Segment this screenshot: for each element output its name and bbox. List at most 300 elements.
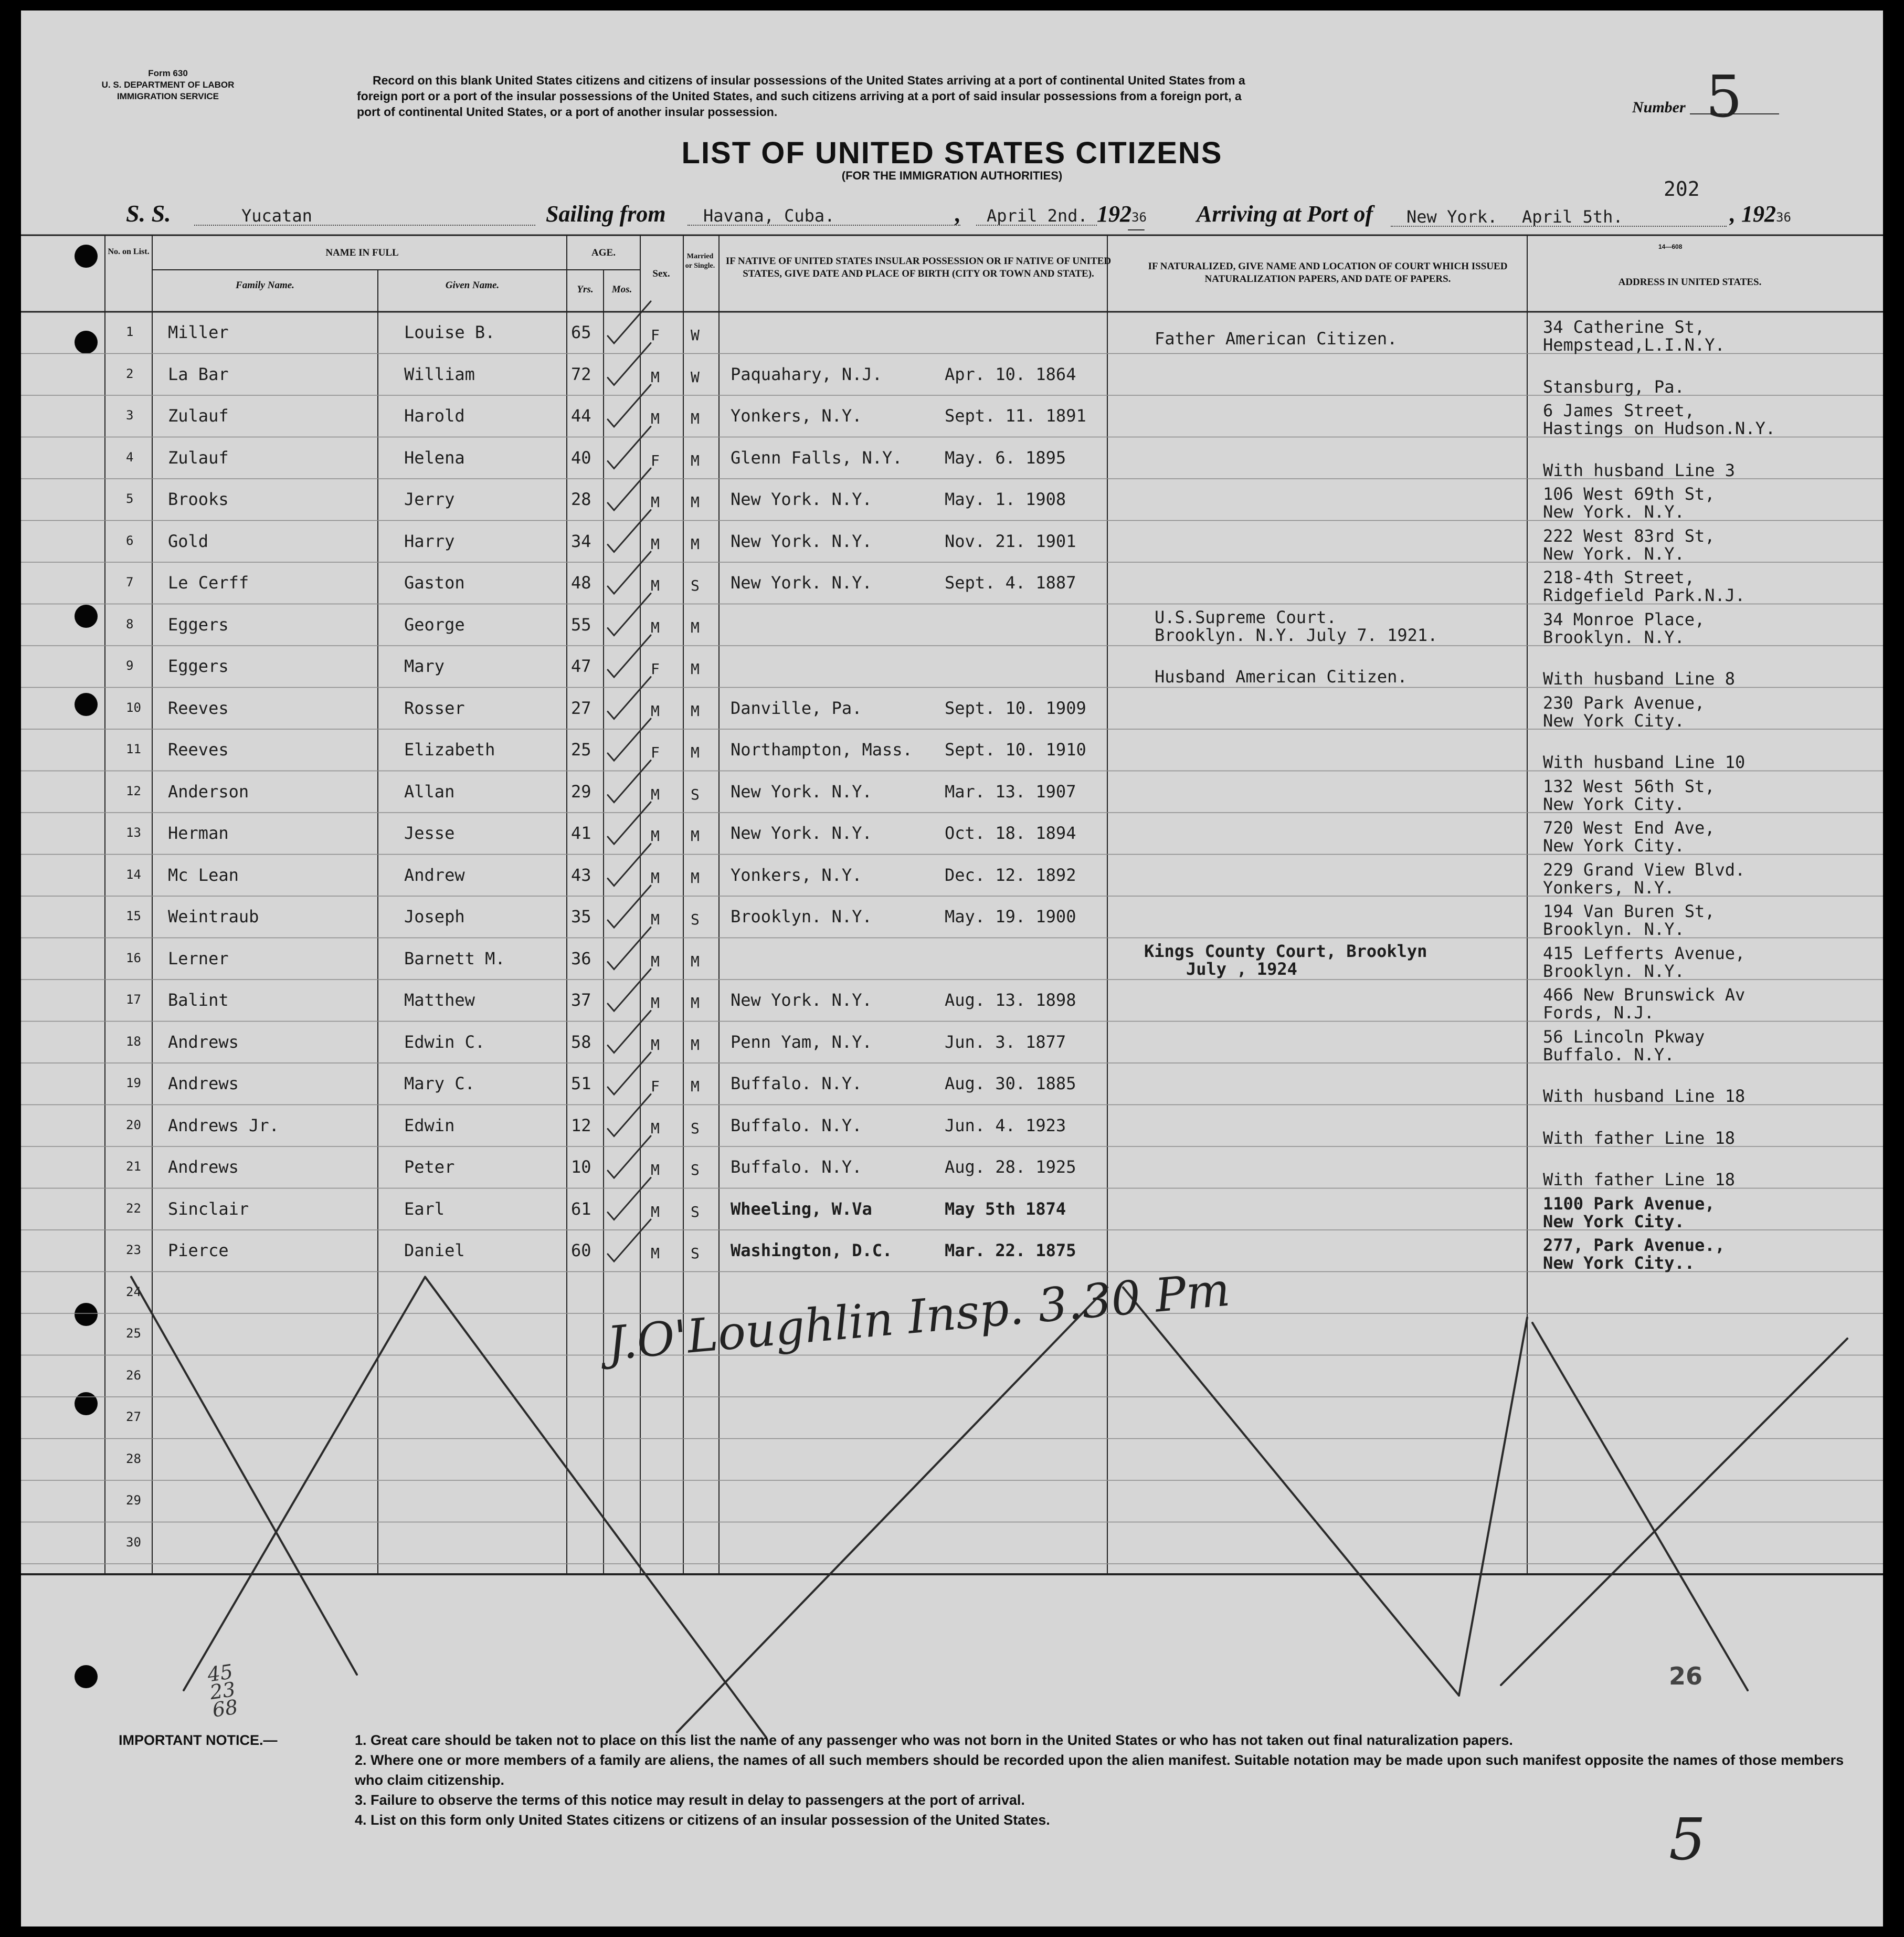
given-name: Earl	[404, 1198, 445, 1219]
family-name: Andrews	[168, 1031, 239, 1052]
tally-note: 45 23 68	[206, 1660, 239, 1722]
birth-date: Aug. 28. 1925	[945, 1157, 1076, 1177]
age-years: 58	[571, 1031, 591, 1052]
birth-date: Apr. 10. 1864	[945, 364, 1076, 384]
sex: M	[651, 577, 660, 594]
marital-status: M	[691, 535, 700, 553]
ink-overlay	[21, 10, 1883, 1927]
given-name: Mary C.	[404, 1073, 475, 1093]
family-name: Herman	[168, 823, 229, 843]
sex: M	[651, 1245, 660, 1262]
address-line-1: With husband Line 18	[1543, 1086, 1746, 1106]
address-line-1: 277, Park Avenue.,	[1543, 1235, 1725, 1255]
check-mark	[608, 886, 651, 928]
address-line-1: 229 Grand View Blvd.	[1543, 859, 1746, 880]
row-number: 27	[126, 1409, 141, 1424]
address-line-1: 34 Monroe Place,	[1543, 609, 1705, 629]
birth-place: New York. N.Y.	[731, 489, 872, 509]
row-number: 23	[126, 1243, 141, 1257]
address-line-1: With father Line 18	[1543, 1128, 1736, 1148]
given-name: Rosser	[404, 698, 465, 718]
header-given: Given Name.	[445, 280, 500, 291]
row-number: 14	[126, 867, 141, 882]
birth-place: Paquahary, N.J.	[731, 364, 882, 384]
birth-place: New York. N.Y.	[731, 823, 872, 843]
family-name: Pierce	[168, 1240, 229, 1260]
sex: M	[651, 618, 660, 636]
family-name: Zulauf	[168, 447, 229, 468]
sex: F	[651, 660, 660, 678]
row-number: 3	[126, 408, 134, 423]
row-number: 21	[126, 1159, 141, 1174]
age-years: 40	[571, 447, 591, 468]
family-name: Miller	[168, 322, 229, 342]
check-mark	[608, 635, 651, 677]
check-mark	[608, 969, 651, 1011]
check-mark	[608, 719, 651, 761]
check-mark	[608, 1136, 651, 1178]
check-mark	[608, 510, 651, 552]
address-line-2: Hastings on Hudson.N.Y.	[1543, 418, 1776, 438]
address-line-1: 56 Lincoln Pkway	[1543, 1026, 1705, 1047]
check-mark	[608, 677, 651, 719]
notice-item: 2. Where one or more members of a family are aliens, the names of all such members should be recorded upon the alien manifest. Suitable notation may be made upon such manifest opposite the names of those members who claim citizenship.	[355, 1752, 1844, 1788]
address-line-1: With husband Line 8	[1543, 669, 1736, 689]
check-mark	[608, 1178, 651, 1220]
given-name: Mary	[404, 656, 445, 676]
address-line-1: 720 West End Ave,	[1543, 818, 1715, 838]
page-subtitle: (FOR THE IMMIGRATION AUTHORITIES)	[841, 169, 1063, 182]
check-mark	[608, 1052, 651, 1094]
birth-date: Nov. 21. 1901	[945, 531, 1076, 551]
row-number: 9	[126, 658, 134, 673]
birth-place: Buffalo. N.Y.	[731, 1157, 862, 1177]
cross-out-line	[1123, 1288, 1459, 1696]
notice-items	[355, 1730, 1850, 1830]
birth-place: Buffalo. N.Y.	[731, 1115, 862, 1135]
marital-status: M	[691, 952, 700, 970]
year-2: , 19236	[1730, 201, 1791, 227]
given-name: Edwin	[404, 1115, 455, 1135]
print-code: 14—608	[1658, 243, 1683, 250]
sex: M	[651, 952, 660, 970]
department: U. S. DEPARTMENT OF LABOR	[101, 80, 235, 90]
row-number: 13	[126, 825, 141, 840]
header-naturalized: IF NATURALIZED, GIVE NAME AND LOCATION OF COURT WHICH ISSUED NATURALIZATION PAPERS, AND DATE OF PAPERS.	[1148, 261, 1508, 285]
age-years: 55	[571, 614, 591, 635]
address-line-2: Ridgefield Park.N.J.	[1543, 585, 1746, 605]
sex: F	[651, 1078, 660, 1095]
notice-label: IMPORTANT NOTICE.—	[119, 1732, 278, 1748]
row-number: 8	[126, 616, 134, 631]
bottom-mark: 5	[1669, 1806, 1706, 1873]
check-mark	[608, 468, 651, 510]
year-prefix: 192	[1097, 201, 1131, 227]
check-mark	[608, 343, 651, 385]
notice-item: 4. List on this form only United States citizens or citizens of an insular possession of the United States.	[355, 1812, 1050, 1828]
row-number: 17	[126, 992, 141, 1007]
sex: M	[651, 911, 660, 928]
check-mark	[608, 928, 651, 970]
birth-date: Sept. 10. 1910	[945, 740, 1086, 760]
year-suffix: 36	[1131, 210, 1147, 225]
given-name: Helena	[404, 447, 465, 468]
sailing-date: April 2nd.	[987, 206, 1088, 226]
address-line-2: New York. N.Y.	[1543, 543, 1685, 564]
address-line-2: New York City..	[1543, 1253, 1695, 1273]
given-name: Allan	[404, 781, 455, 802]
sex: F	[651, 451, 660, 469]
family-name: Lerner	[168, 948, 229, 969]
age-years: 10	[571, 1157, 591, 1177]
age-years: 51	[571, 1073, 591, 1093]
birth-place: Yonkers, N.Y.	[731, 865, 862, 885]
sex: M	[651, 827, 660, 845]
instruction-line: Record on this blank United States citizens and citizens of insular possessions of the United States arriving at a port of continental United States from a	[373, 73, 1245, 87]
row-number: 24	[126, 1284, 141, 1299]
cross-out-line	[1459, 1318, 1527, 1696]
year-prefix: 192	[1741, 201, 1776, 227]
marital-status: M	[691, 994, 700, 1012]
marital-status: M	[691, 451, 700, 469]
row-number: 19	[126, 1076, 141, 1090]
arriving-date: April 5th.	[1522, 207, 1623, 227]
age-years: 12	[571, 1115, 591, 1135]
birth-date: Dec. 12. 1892	[945, 865, 1076, 885]
given-name: Edwin C.	[404, 1031, 485, 1052]
address-line-2: Fords, N.J.	[1543, 1003, 1654, 1023]
header-birth: IF NATIVE OF UNITED STATES INSULAR POSSESSION OR IF NATIVE OF UNITED STATES, GIVE DATE AND PLACE OF BIRTH (CITY OR TOWN AND STATE).	[725, 256, 1112, 279]
family-name: Brooks	[168, 489, 229, 509]
birth-date: Sept. 4. 1887	[945, 573, 1076, 593]
marital-status: S	[691, 911, 700, 928]
row-number: 10	[126, 700, 141, 715]
header-no: No. on List.	[108, 247, 150, 256]
birth-date: Oct. 18. 1894	[945, 823, 1076, 843]
given-name: Harry	[404, 531, 455, 551]
given-name: Jerry	[404, 489, 455, 509]
naturalization-court-detail: Brooklyn. N.Y. July 7. 1921.	[1155, 625, 1438, 645]
birth-place: Glenn Falls, N.Y.	[731, 447, 903, 468]
cross-out-line	[1532, 1323, 1748, 1690]
address-line-1: 6 James Street,	[1543, 401, 1695, 420]
given-name: Gaston	[404, 573, 465, 593]
arriving-label: Arriving at Port of	[1197, 201, 1373, 227]
marital-status: M	[691, 493, 700, 511]
address-line-1: 222 West 83rd St,	[1543, 525, 1715, 546]
address-line-1: 106 West 69th St,	[1543, 484, 1715, 504]
row-number: 29	[126, 1493, 141, 1508]
birth-place: Wheeling, W.Va	[731, 1198, 872, 1219]
sex: M	[651, 869, 660, 887]
sex: M	[651, 702, 660, 720]
sex: M	[651, 1203, 660, 1220]
birth-date: May. 19. 1900	[945, 907, 1076, 927]
sex: F	[651, 744, 660, 761]
inspector-signature: J.O'Loughlin Insp. 3.30 Pm	[605, 1262, 1232, 1371]
header-name-in-full: NAME IN FULL	[325, 247, 399, 258]
marital-status: M	[691, 827, 700, 845]
age-years: 29	[571, 781, 591, 802]
birth-date: Sept. 11. 1891	[945, 406, 1086, 426]
row-number: 7	[126, 575, 134, 589]
sex: M	[651, 368, 660, 386]
address-line-1: 194 Van Buren St,	[1543, 901, 1715, 921]
sailing-label: Sailing from	[546, 201, 666, 227]
family-name: Andrews Jr.	[168, 1115, 279, 1135]
family-name: Gold	[168, 531, 209, 551]
check-mark	[608, 761, 651, 803]
row-number: 5	[126, 491, 134, 506]
check-mark	[608, 301, 651, 343]
cross-out-line	[131, 1277, 357, 1675]
sex: F	[651, 327, 660, 344]
arriving-port: New York.	[1406, 207, 1498, 227]
page-title: LIST OF UNITED STATES CITIZENS	[681, 136, 1223, 170]
marital-status: S	[691, 577, 700, 594]
row-number: 20	[126, 1117, 141, 1132]
birth-date: Mar. 13. 1907	[945, 781, 1076, 802]
naturalization-court: U.S.Supreme Court.	[1155, 607, 1337, 627]
header-age: AGE.	[591, 247, 616, 258]
birth-date: Aug. 13. 1898	[945, 990, 1076, 1010]
address-line-1: With father Line 18	[1543, 1170, 1736, 1189]
address-line-2: New York City.	[1543, 710, 1685, 731]
marital-status: M	[691, 410, 700, 427]
birth-place: Brooklyn. N.Y.	[731, 907, 872, 927]
address-line-2: New York City.	[1543, 1211, 1685, 1231]
age-years: 43	[571, 865, 591, 885]
age-years: 36	[571, 948, 591, 969]
birth-place: New York. N.Y.	[731, 531, 872, 551]
row-number: 4	[126, 449, 134, 465]
address-line-2: Buffalo. N.Y.	[1543, 1044, 1675, 1065]
given-name: Peter	[404, 1157, 455, 1177]
manifest-sheet: Form 630 U. S. DEPARTMENT OF LABOR IMMIGRATION SERVICE Record on this blank United States citizens and citizens of insular possessions of the United States arriving at a port of continental United States from a foreign port or a port of the insular possessions of the United States, and such citizens arriving at a port of said insular possessions from a foreign port, a port of continental United States, or a port of another insular possession. Number 5 LIST OF UNITED STATES CITIZENS (FOR THE IMMIGRATION AUTHORITIES) S. S. Yucatan Sailing from Havana, Cuba. , April 2nd. 19236 Arriving at Port of New York. April 5th. , 19236 202 No. on List. NAME IN FULL Family Name. Given Name. AGE. Yrs. Mos. Sex. Married or Single. IF NATIVE OF UNITED STATES INSULAR POSSESSION OR IF NATIVE OF UNITED STATES, GIVE DATE AND PLACE OF BIRTH (CITY OR TOWN AND STATE). IF NATURALIZED, GIVE NAME AND LOCATION OF COURT WHICH ISSUED NATURALIZATION PAPERS, AND DATE OF PAPERS. ADDRESS IN UNITED STATES. 14—608 1 Miller Louise B. 65 F W Father American Citizen. 34 Catherine St, Hempstead,L.I.N.Y. 2 La Bar William 72 M W Paquahary, N.J. Apr. 10. 1864 Stansburg, Pa. 3 Zulauf Harold 44 M M Yonkers, N.Y. Sept. 11. 1891 6 James Street, Hastings on Hudson.N.Y. 4 Zulauf Helena 40 F M Glenn Falls, N.Y. May. 6. 1895 With husband Line 3 5 Brooks Jerry 28 M M New York. N.Y. May. 1. 1908 106 West 69th St, New York. N.Y. 6 Gold Harry 34 M M New York. N.Y. Nov. 21. 1901 222 West 83rd St, New York. N.Y. 7 Le Cerff Gaston 48 M S New York. N.Y. Sept. 4. 1887 218-4th Street, Ridgefield Park.N.J. 8 Eggers George 55 M M U.S.Supreme Court. Brooklyn. N.Y. July 7. 1921. 34 Monroe Place, Brooklyn. N.Y. 9 Eggers Mary 47 F M Husband American Citizen. With husband Line 8 10 Reeves Rosser 27 M M Danville, Pa. Sept. 10. 1909 230 Park Avenue, New York City. 11 Reeves Elizabeth 25 F M Northampton, Mass. Sept. 10. 1910 With husband Line 10 12 Anderson Allan 29 M S New York. N.Y. Mar. 13. 1907 132 West 56th St, New York City. 13 Herman Jesse 41 M M New York. N.Y. Oct. 18. 1894 720 West End Ave, New York City. 14 Mc Lean Andrew 43 M M Yonkers, N.Y. Dec. 12. 1892 229 Grand View Blvd. Yonkers, N.Y. 15 Weintraub Joseph 35 M S Brooklyn. N.Y. May. 19. 1900 194 Van Buren St, Brooklyn. N.Y. 16 Lerner Barnett M. 36 M M Kings County Court, Brooklyn July , 1924 415 Lefferts Avenue, Brooklyn. N.Y. 17 Balint Matthew 37 M M New York. N.Y. Aug. 13. 1898 466 New Brunswick Av Fords, N.J. 18 Andrews Edwin C. 58 M M Penn Yam, N.Y. Jun. 3. 1877 56 Lincoln Pkway Buffalo. N.Y. 19 Andrews Mary C. 51 F M Buffalo. N.Y. Aug. 30. 1885 With husband Line 18 20 Andrews Jr. Edwin 12 M S Buffalo. N.Y. Jun. 4. 1923 With father Line 18 21 Andrews Peter 10 M S Buffalo. N.Y. Aug. 28. 1925 With father Line 18 22 Sinclair Earl 61 M S Wheeling, W.Va May 5th 1874 1100 Park Avenue, New York City. 23 Pierce Daniel 60 M S Washington, D.C. Mar. 22. 1875 277, Park Avenue., New York City.. 24 25 26 27 28 29 30 J.O'Loughlin Insp. 3.30 Pm 45 23 68 26 5 IMPORTANT NOTICE.— 1. Great care should be taken not to place on this list the name of any passenger who was not born in the United States or who has not taken out final naturalization papers. 2. Where one or more members of a family are aliens, the names of all such members should be recorded upon the alien manifest. Suitable notation may be made upon such manifest opposite the names of those members who claim citizenship. 3. Failure to observe the terms of this notice may result in delay to passengers at the port of arrival. 4. List on this form only United States citizens or citizens of an insular possession of the United States.	[21, 10, 1883, 1927]
header-yrs: Yrs.	[577, 284, 594, 295]
birth-date: Jun. 3. 1877	[945, 1031, 1066, 1052]
check-mark	[608, 594, 651, 636]
birth-date: May. 6. 1895	[945, 447, 1066, 468]
address-line-2: Yonkers, N.Y.	[1543, 877, 1675, 898]
address-line-1: With husband Line 10	[1543, 752, 1746, 772]
address-line-1: 466 New Brunswick Av	[1543, 985, 1746, 1005]
check-mark	[608, 1219, 651, 1261]
sex: M	[651, 1161, 660, 1178]
naturalization-court: Kings County Court, Brooklyn	[1144, 941, 1427, 961]
check-mark	[608, 1011, 651, 1053]
page-mark: 26	[1669, 1662, 1703, 1690]
sex: M	[651, 493, 660, 511]
number-label: Number	[1632, 99, 1686, 116]
age-years: 48	[571, 573, 591, 593]
birth-place: Northampton, Mass.	[731, 740, 913, 760]
sailing-port: Havana, Cuba.	[703, 206, 835, 226]
sex: M	[651, 994, 660, 1012]
marital-status: M	[691, 744, 700, 761]
age-years: 61	[571, 1198, 591, 1219]
address-line-1: With husband Line 3	[1543, 460, 1736, 480]
marital-status: W	[691, 368, 700, 386]
instruction-line: port of continental United States, or a port of another insular possession.	[357, 105, 778, 119]
birth-date: Sept. 10. 1909	[945, 698, 1086, 718]
naturalization-court: Husband American Citizen.	[1155, 667, 1408, 687]
row-number: 12	[126, 783, 141, 798]
family-name: Eggers	[168, 614, 229, 635]
row-number: 16	[126, 950, 141, 965]
naturalization-court-detail: July , 1924	[1186, 959, 1297, 979]
form-number: Form 630	[148, 68, 188, 78]
header-family: Family Name.	[236, 280, 294, 291]
age-years: 28	[571, 489, 591, 509]
age-years: 27	[571, 698, 591, 718]
birth-date: May 5th 1874	[945, 1198, 1066, 1219]
age-years: 44	[571, 406, 591, 426]
family-name: Andrews	[168, 1073, 239, 1093]
notice-label-text: IMPORTANT NOTICE.	[119, 1732, 263, 1748]
marital-status: S	[691, 1203, 700, 1220]
age-years: 47	[571, 656, 591, 676]
naturalization-court: Father American Citizen.	[1155, 329, 1398, 349]
birth-date: Jun. 4. 1923	[945, 1115, 1066, 1135]
birth-place: New York. N.Y.	[731, 781, 872, 802]
address-line-1: Stansburg, Pa.	[1543, 376, 1685, 397]
birth-place: New York. N.Y.	[731, 573, 872, 593]
address-line-1: 415 Lefferts Avenue,	[1543, 943, 1746, 963]
row-number: 6	[126, 533, 134, 548]
address-line-2: New York. N.Y.	[1543, 502, 1685, 522]
check-mark	[608, 1094, 651, 1136]
family-name: Anderson	[168, 781, 249, 802]
ss-label: S. S.	[126, 200, 171, 227]
sex: M	[651, 410, 660, 427]
row-number: 18	[126, 1034, 141, 1049]
address-line-2: Brooklyn. N.Y.	[1543, 961, 1685, 981]
birth-place: Penn Yam, N.Y.	[731, 1031, 872, 1052]
given-name: Elizabeth	[404, 740, 495, 760]
row-number: 11	[126, 742, 141, 756]
marital-status: S	[691, 1245, 700, 1262]
family-name: Zulauf	[168, 406, 229, 426]
check-mark	[608, 385, 651, 427]
cross-out-line	[1501, 1339, 1847, 1685]
age-years: 65	[571, 322, 591, 342]
row-number: 15	[126, 909, 141, 923]
given-name: George	[404, 614, 465, 635]
family-name: Reeves	[168, 740, 229, 760]
address-line-1: 34 Catherine St,	[1543, 317, 1705, 337]
birth-place: Yonkers, N.Y.	[731, 406, 862, 426]
address-line-2: Brooklyn. N.Y.	[1543, 627, 1685, 647]
address-line-2: New York City.	[1543, 836, 1685, 856]
address-line-2: Brooklyn. N.Y.	[1543, 919, 1685, 939]
marital-status: S	[691, 1161, 700, 1178]
age-years: 41	[571, 823, 591, 843]
birth-date: May. 1. 1908	[945, 489, 1066, 509]
header-sex: Sex.	[652, 268, 670, 279]
family-name: Mc Lean	[168, 865, 239, 885]
marital-status: M	[691, 1078, 700, 1095]
given-name: Louise B.	[404, 322, 495, 342]
notice-item: 3. Failure to observe the terms of this notice may result in delay to passengers at the port of arrival.	[355, 1792, 1025, 1808]
number-value: 5	[1706, 63, 1742, 130]
instruction-line: foreign port or a port of the insular possessions of the United States, and such citizens arriving at a port of said insular possessions from a foreign port, a	[357, 89, 1242, 103]
sex: M	[651, 1119, 660, 1137]
birth-date: Aug. 30. 1885	[945, 1073, 1076, 1093]
row-number: 2	[126, 366, 134, 381]
given-name: Daniel	[404, 1240, 465, 1260]
address-line-2: Hempstead,L.I.N.Y.	[1543, 335, 1725, 355]
marital-status: M	[691, 1036, 700, 1054]
age-years: 25	[571, 740, 591, 760]
address-line-1: 230 Park Avenue,	[1543, 692, 1705, 713]
marital-status: M	[691, 702, 700, 720]
address-line-2: New York City.	[1543, 794, 1685, 814]
marital-status: S	[691, 1119, 700, 1137]
marital-status: W	[691, 327, 700, 344]
family-name: Sinclair	[168, 1198, 249, 1219]
age-years: 35	[571, 907, 591, 927]
marital-status: M	[691, 660, 700, 678]
birth-place: New York. N.Y.	[731, 990, 872, 1010]
marital-status: M	[691, 869, 700, 887]
age-years: 72	[571, 364, 591, 384]
header-mos: Mos.	[611, 284, 632, 295]
family-name: Le Cerff	[168, 573, 249, 593]
given-name: Andrew	[404, 865, 465, 885]
birth-place: Danville, Pa.	[731, 698, 862, 718]
given-name: Barnett M.	[404, 948, 505, 969]
family-name: Weintraub	[168, 907, 259, 927]
given-name: Harold	[404, 406, 465, 426]
check-mark	[608, 844, 651, 886]
row-number: 25	[126, 1326, 141, 1341]
sex: M	[651, 785, 660, 803]
important-notice	[119, 1730, 1850, 1830]
marital-status: M	[691, 618, 700, 636]
notice-item: 1. Great care should be taken not to place on this list the name of any passenger who was not born in the United States or who has not taken out final naturalization papers.	[355, 1732, 1513, 1748]
address-line-1: 1100 Park Avenue,	[1543, 1193, 1715, 1214]
marital-status: S	[691, 785, 700, 803]
header-address: ADDRESS IN UNITED STATES.	[1618, 277, 1762, 288]
address-line-1: 132 West 56th St,	[1543, 776, 1715, 796]
family-name: Reeves	[168, 698, 229, 718]
given-name: Matthew	[404, 990, 475, 1010]
corner-note: 202	[1664, 177, 1700, 201]
given-name: Jesse	[404, 823, 455, 843]
given-name: Joseph	[404, 907, 465, 927]
birth-date: Mar. 22. 1875	[945, 1240, 1076, 1260]
row-number: 30	[126, 1534, 141, 1550]
sex: M	[651, 535, 660, 553]
row-number: 28	[126, 1451, 141, 1466]
family-name: La Bar	[168, 364, 229, 384]
row-number: 22	[126, 1201, 141, 1216]
check-mark	[608, 427, 651, 469]
family-name: Andrews	[168, 1157, 239, 1177]
header-married: Married or Single.	[685, 252, 715, 270]
family-name: Balint	[168, 990, 229, 1010]
row-number: 26	[126, 1367, 141, 1383]
sex: M	[651, 1036, 660, 1054]
row-number: 1	[126, 324, 134, 339]
service: IMMIGRATION SERVICE	[117, 91, 219, 101]
given-name: William	[404, 364, 475, 384]
family-name: Eggers	[168, 656, 229, 676]
cross-out-line	[184, 1277, 425, 1691]
check-mark	[608, 552, 651, 594]
year-suffix: 36	[1776, 210, 1791, 225]
